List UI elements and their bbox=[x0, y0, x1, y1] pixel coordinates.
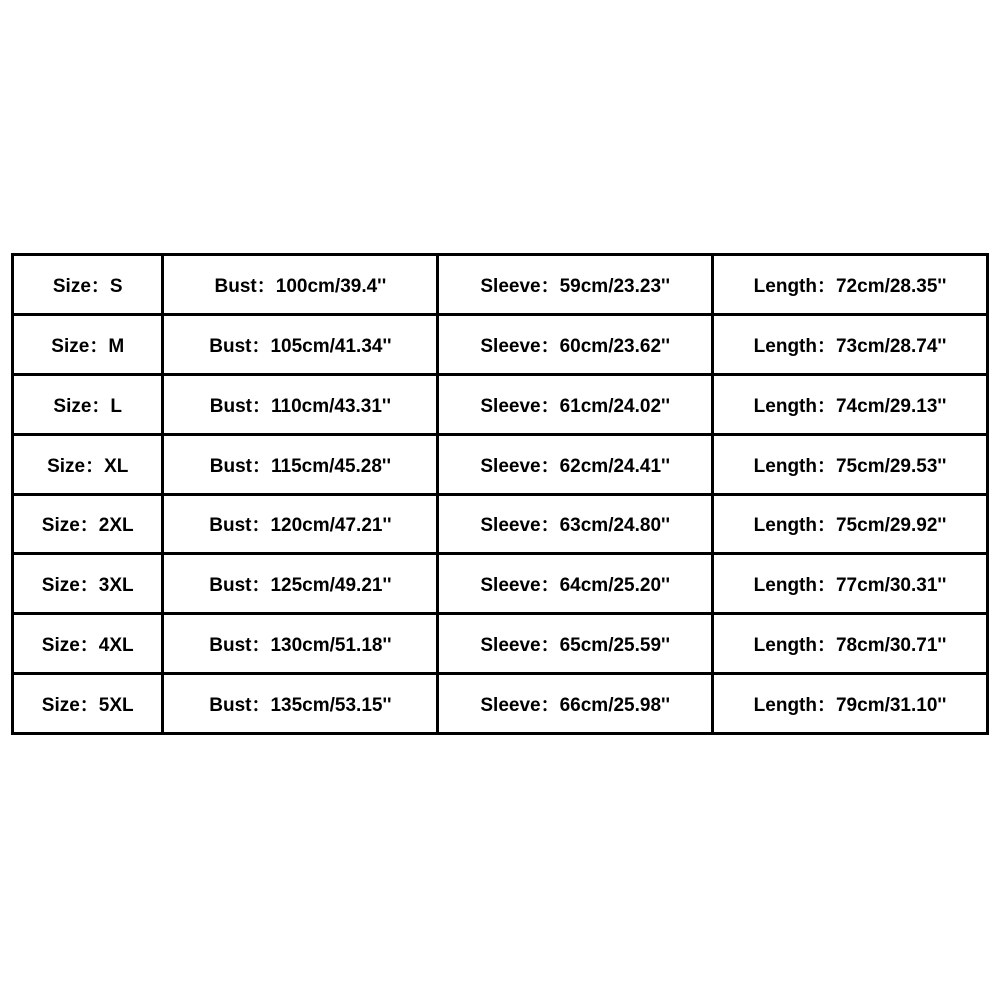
size-cell: Size：4XL bbox=[13, 614, 163, 674]
sleeve-cell: Sleeve：65cm/25.59'' bbox=[438, 614, 713, 674]
bust-cell: Bust：130cm/51.18'' bbox=[163, 614, 438, 674]
table-row bbox=[13, 554, 988, 614]
length-cell: Length：77cm/30.31'' bbox=[713, 554, 988, 614]
table-row bbox=[13, 614, 988, 674]
length-cell: Length：75cm/29.53'' bbox=[713, 434, 988, 494]
bust-cell: Bust：100cm/39.4'' bbox=[163, 255, 438, 315]
bust-cell: Bust：105cm/41.34'' bbox=[163, 314, 438, 374]
bust-cell: Bust：125cm/49.21'' bbox=[163, 554, 438, 614]
sleeve-cell: Sleeve：66cm/25.98'' bbox=[438, 674, 713, 734]
size-cell: Size：2XL bbox=[13, 494, 163, 554]
bust-cell: Bust：135cm/53.15'' bbox=[163, 674, 438, 734]
table-row bbox=[13, 434, 988, 494]
length-cell: Length：72cm/28.35'' bbox=[713, 255, 988, 315]
sleeve-cell: Sleeve：62cm/24.41'' bbox=[438, 434, 713, 494]
sleeve-cell: Sleeve：59cm/23.23'' bbox=[438, 255, 713, 315]
size-cell: Size：L bbox=[13, 374, 163, 434]
table-row bbox=[13, 374, 988, 434]
length-cell: Length：73cm/28.74'' bbox=[713, 314, 988, 374]
table-row bbox=[13, 314, 988, 374]
length-cell: Length：78cm/30.71'' bbox=[713, 614, 988, 674]
bust-cell: Bust：110cm/43.31'' bbox=[163, 374, 438, 434]
sleeve-cell: Sleeve：64cm/25.20'' bbox=[438, 554, 713, 614]
size-cell: Size：S bbox=[13, 255, 163, 315]
length-cell: Length：75cm/29.92'' bbox=[713, 494, 988, 554]
table-row bbox=[13, 674, 988, 734]
size-cell: Size：3XL bbox=[13, 554, 163, 614]
sleeve-cell: Sleeve：60cm/23.62'' bbox=[438, 314, 713, 374]
table-row bbox=[13, 494, 988, 554]
bust-cell: Bust：115cm/45.28'' bbox=[163, 434, 438, 494]
size-chart-table bbox=[11, 253, 989, 735]
size-cell: Size：5XL bbox=[13, 674, 163, 734]
length-cell: Length：74cm/29.13'' bbox=[713, 374, 988, 434]
length-cell: Length：79cm/31.10'' bbox=[713, 674, 988, 734]
sleeve-cell: Sleeve：61cm/24.02'' bbox=[438, 374, 713, 434]
bust-cell: Bust：120cm/47.21'' bbox=[163, 494, 438, 554]
sleeve-cell: Sleeve：63cm/24.80'' bbox=[438, 494, 713, 554]
table-row bbox=[13, 255, 988, 315]
size-cell: Size：XL bbox=[13, 434, 163, 494]
size-cell: Size：M bbox=[13, 314, 163, 374]
